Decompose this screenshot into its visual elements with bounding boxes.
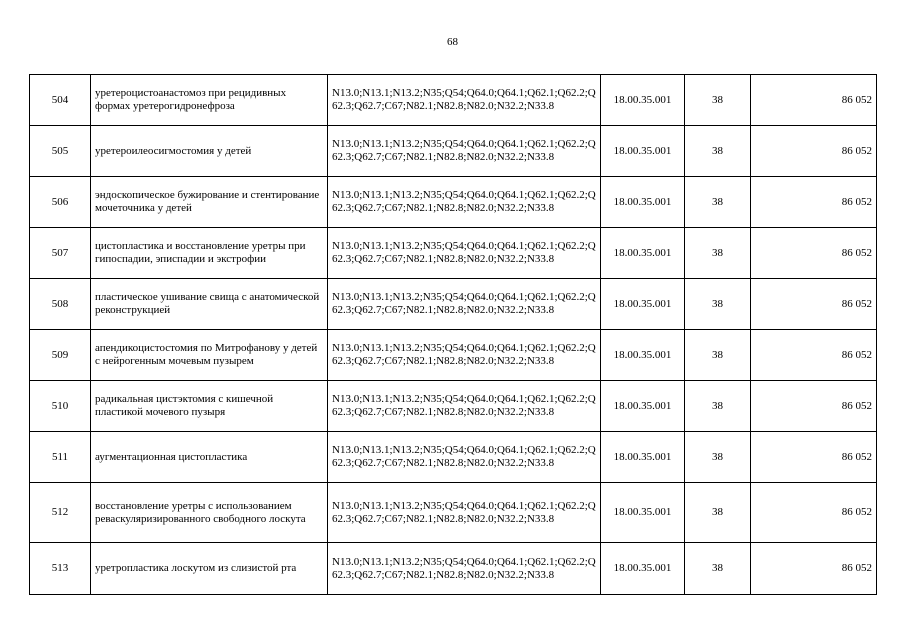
- table-row: [30, 177, 877, 228]
- cost-value: 86 052: [751, 126, 877, 177]
- table-row: [30, 75, 877, 126]
- group-code: 18.00.35.001: [601, 543, 685, 595]
- procedure-name: уретероилеосигмостомия у детей: [91, 126, 328, 177]
- row-number: 512: [30, 483, 91, 543]
- procedure-name: восстановление уретры с использованием реваскуляризированного свободного лоскута: [91, 483, 328, 543]
- procedure-name: апендикоцистостомия по Митрофанову у детей с нейрогенным мочевым пузырем: [91, 330, 328, 381]
- coefficient: 38: [685, 483, 751, 543]
- procedure-name: пластическое ушивание свища с анатомической реконструкцией: [91, 279, 328, 330]
- diagnosis-codes: N13.0;N13.1;N13.2;N35;Q54;Q64.0;Q64.1;Q62.1;Q62.2;Q62.3;Q62.7;C67;N82.1;N82.8;N82.0;N32.2;N33.8: [328, 381, 601, 432]
- row-number: 508: [30, 279, 91, 330]
- row-number: 504: [30, 75, 91, 126]
- procedure-name: уретропластика лоскутом из слизистой рта: [91, 543, 328, 595]
- cost-value: 86 052: [751, 543, 877, 595]
- row-number: 506: [30, 177, 91, 228]
- diagnosis-codes: N13.0;N13.1;N13.2;N35;Q54;Q64.0;Q64.1;Q62.1;Q62.2;Q62.3;Q62.7;C67;N82.1;N82.8;N82.0;N32.2;N33.8: [328, 543, 601, 595]
- table-row: [30, 432, 877, 483]
- diagnosis-codes: N13.0;N13.1;N13.2;N35;Q54;Q64.0;Q64.1;Q62.1;Q62.2;Q62.3;Q62.7;C67;N82.1;N82.8;N82.0;N32.2;N33.8: [328, 75, 601, 126]
- table-row: [30, 543, 877, 595]
- procedure-name: эндоскопическое бужирование и стентирование мочеточника у детей: [91, 177, 328, 228]
- coefficient: 38: [685, 432, 751, 483]
- group-code: 18.00.35.001: [601, 279, 685, 330]
- cost-value: 86 052: [751, 228, 877, 279]
- coefficient: 38: [685, 330, 751, 381]
- group-code: 18.00.35.001: [601, 483, 685, 543]
- row-number: 513: [30, 543, 91, 595]
- group-code: 18.00.35.001: [601, 126, 685, 177]
- cost-value: 86 052: [751, 75, 877, 126]
- cost-value: 86 052: [751, 432, 877, 483]
- coefficient: 38: [685, 126, 751, 177]
- table-row: [30, 228, 877, 279]
- diagnosis-codes: N13.0;N13.1;N13.2;N35;Q54;Q64.0;Q64.1;Q62.1;Q62.2;Q62.3;Q62.7;C67;N82.1;N82.8;N82.0;N32.2;N33.8: [328, 330, 601, 381]
- cost-value: 86 052: [751, 330, 877, 381]
- coefficient: 38: [685, 279, 751, 330]
- cost-value: 86 052: [751, 381, 877, 432]
- row-number: 509: [30, 330, 91, 381]
- procedure-name: уретероцистоанастомоз при рецидивных формах уретерогидронефроза: [91, 75, 328, 126]
- diagnosis-codes: N13.0;N13.1;N13.2;N35;Q54;Q64.0;Q64.1;Q62.1;Q62.2;Q62.3;Q62.7;C67;N82.1;N82.8;N82.0;N32.2;N33.8: [328, 483, 601, 543]
- cost-value: 86 052: [751, 177, 877, 228]
- procedure-name: аугментационная цистопластика: [91, 432, 328, 483]
- procedures-table: [29, 74, 877, 595]
- procedure-name: радикальная цистэктомия с кишечной пластикой мочевого пузыря: [91, 381, 328, 432]
- group-code: 18.00.35.001: [601, 75, 685, 126]
- diagnosis-codes: N13.0;N13.1;N13.2;N35;Q54;Q64.0;Q64.1;Q62.1;Q62.2;Q62.3;Q62.7;C67;N82.1;N82.8;N82.0;N32.2;N33.8: [328, 279, 601, 330]
- coefficient: 38: [685, 75, 751, 126]
- group-code: 18.00.35.001: [601, 381, 685, 432]
- cost-value: 86 052: [751, 483, 877, 543]
- coefficient: 38: [685, 543, 751, 595]
- diagnosis-codes: N13.0;N13.1;N13.2;N35;Q54;Q64.0;Q64.1;Q62.1;Q62.2;Q62.3;Q62.7;C67;N82.1;N82.8;N82.0;N32.2;N33.8: [328, 432, 601, 483]
- table-row: [30, 279, 877, 330]
- group-code: 18.00.35.001: [601, 432, 685, 483]
- row-number: 511: [30, 432, 91, 483]
- cost-value: 86 052: [751, 279, 877, 330]
- group-code: 18.00.35.001: [601, 228, 685, 279]
- table-row: [30, 381, 877, 432]
- group-code: 18.00.35.001: [601, 330, 685, 381]
- diagnosis-codes: N13.0;N13.1;N13.2;N35;Q54;Q64.0;Q64.1;Q62.1;Q62.2;Q62.3;Q62.7;C67;N82.1;N82.8;N82.0;N32.2;N33.8: [328, 228, 601, 279]
- procedure-name: цистопластика и восстановление уретры при гипоспадии, эписпадии и экстрофии: [91, 228, 328, 279]
- coefficient: 38: [685, 381, 751, 432]
- diagnosis-codes: N13.0;N13.1;N13.2;N35;Q54;Q64.0;Q64.1;Q62.1;Q62.2;Q62.3;Q62.7;C67;N82.1;N82.8;N82.0;N32.2;N33.8: [328, 177, 601, 228]
- row-number: 505: [30, 126, 91, 177]
- coefficient: 38: [685, 177, 751, 228]
- diagnosis-codes: N13.0;N13.1;N13.2;N35;Q54;Q64.0;Q64.1;Q62.1;Q62.2;Q62.3;Q62.7;C67;N82.1;N82.8;N82.0;N32.2;N33.8: [328, 126, 601, 177]
- page-number: 68: [447, 36, 458, 48]
- table-row: [30, 126, 877, 177]
- group-code: 18.00.35.001: [601, 177, 685, 228]
- coefficient: 38: [685, 228, 751, 279]
- row-number: 507: [30, 228, 91, 279]
- table-row: [30, 483, 877, 543]
- row-number: 510: [30, 381, 91, 432]
- table-row: [30, 330, 877, 381]
